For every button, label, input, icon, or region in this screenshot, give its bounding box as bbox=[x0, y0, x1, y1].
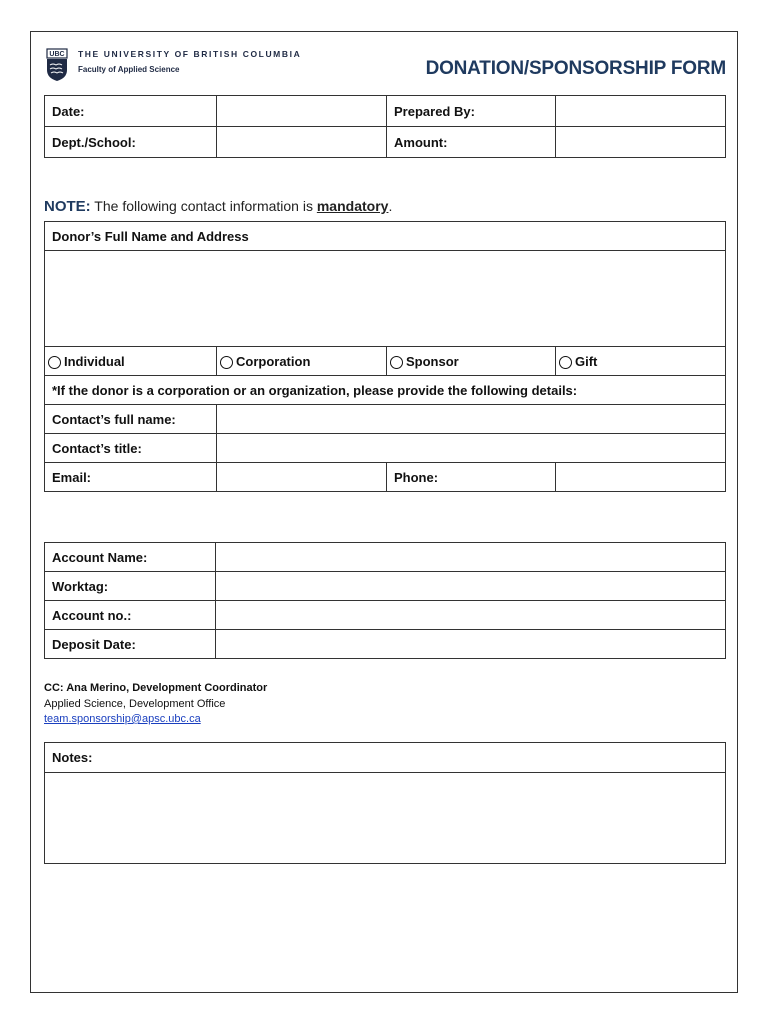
cc-block bbox=[44, 681, 267, 728]
option-individual[interactable] bbox=[45, 347, 217, 376]
deposit-date-field[interactable] bbox=[216, 630, 726, 659]
option-label: Sponsor bbox=[406, 353, 459, 369]
contact-name-label: Contact’s full name: bbox=[45, 405, 217, 434]
date-field[interactable] bbox=[217, 96, 387, 127]
account-table bbox=[44, 542, 726, 659]
dept-field[interactable] bbox=[217, 127, 387, 158]
prepared-by-label: Prepared By: bbox=[387, 96, 556, 127]
form-title: DONATION/SPONSORSHIP FORM bbox=[425, 58, 726, 79]
crest-letters: UBC bbox=[49, 51, 65, 59]
account-no-field[interactable] bbox=[216, 601, 726, 630]
cc-office: Applied Science, Development Office bbox=[44, 697, 226, 710]
cc-contact: CC: Ana Merino, Development Coordinator bbox=[44, 682, 268, 694]
radio-circle-icon[interactable] bbox=[220, 356, 233, 369]
option-gift[interactable] bbox=[556, 347, 726, 376]
account-name-label: Account Name: bbox=[45, 543, 216, 572]
account-name-field[interactable] bbox=[216, 543, 726, 572]
email-label: Email: bbox=[45, 463, 217, 492]
info-table bbox=[44, 95, 726, 158]
corporation-note: *If the donor is a corporation or an organization, please provide the following details: bbox=[45, 376, 726, 405]
option-corporation[interactable] bbox=[217, 347, 387, 376]
deposit-date-label: Deposit Date: bbox=[45, 630, 216, 659]
option-label: Gift bbox=[575, 353, 598, 369]
cc-email-link[interactable]: team.sponsorship@apsc.ubc.ca bbox=[44, 713, 201, 725]
radio-circle-icon[interactable] bbox=[390, 356, 403, 369]
donor-address-field[interactable] bbox=[45, 251, 726, 347]
date-label: Date: bbox=[45, 96, 217, 127]
note-text: The following contact information is bbox=[90, 198, 317, 214]
donor-header: Donor’s Full Name and Address bbox=[45, 222, 726, 251]
option-sponsor[interactable] bbox=[387, 347, 556, 376]
email-field[interactable] bbox=[217, 463, 387, 492]
contact-name-field[interactable] bbox=[217, 405, 726, 434]
form-header bbox=[46, 48, 726, 84]
option-label: Individual bbox=[64, 353, 125, 369]
phone-label: Phone: bbox=[387, 463, 556, 492]
notes-table bbox=[44, 742, 726, 864]
prepared-by-field[interactable] bbox=[556, 96, 726, 127]
phone-field[interactable] bbox=[556, 463, 726, 492]
notes-label: Notes: bbox=[45, 743, 726, 773]
faculty-name: Faculty of Applied Science bbox=[78, 65, 180, 74]
worktag-label: Worktag: bbox=[45, 572, 216, 601]
notes-field[interactable] bbox=[45, 773, 726, 864]
dept-label: Dept./School: bbox=[45, 127, 217, 158]
ubc-crest-icon bbox=[46, 48, 68, 82]
worktag-field[interactable] bbox=[216, 572, 726, 601]
donor-table bbox=[44, 221, 726, 492]
note-label: NOTE: bbox=[44, 198, 91, 215]
contact-title-label: Contact’s title: bbox=[45, 434, 217, 463]
radio-circle-icon[interactable] bbox=[48, 356, 61, 369]
university-name: THE UNIVERSITY OF BRITISH COLUMBIA bbox=[78, 49, 302, 59]
amount-field[interactable] bbox=[556, 127, 726, 158]
amount-label: Amount: bbox=[387, 127, 556, 158]
option-label: Corporation bbox=[236, 353, 311, 369]
note-end: . bbox=[388, 198, 393, 214]
note-emphasis: mandatory bbox=[316, 198, 389, 214]
account-no-label: Account no.: bbox=[45, 601, 216, 630]
mandatory-note bbox=[44, 198, 392, 215]
contact-title-field[interactable] bbox=[217, 434, 726, 463]
radio-circle-icon[interactable] bbox=[559, 356, 572, 369]
